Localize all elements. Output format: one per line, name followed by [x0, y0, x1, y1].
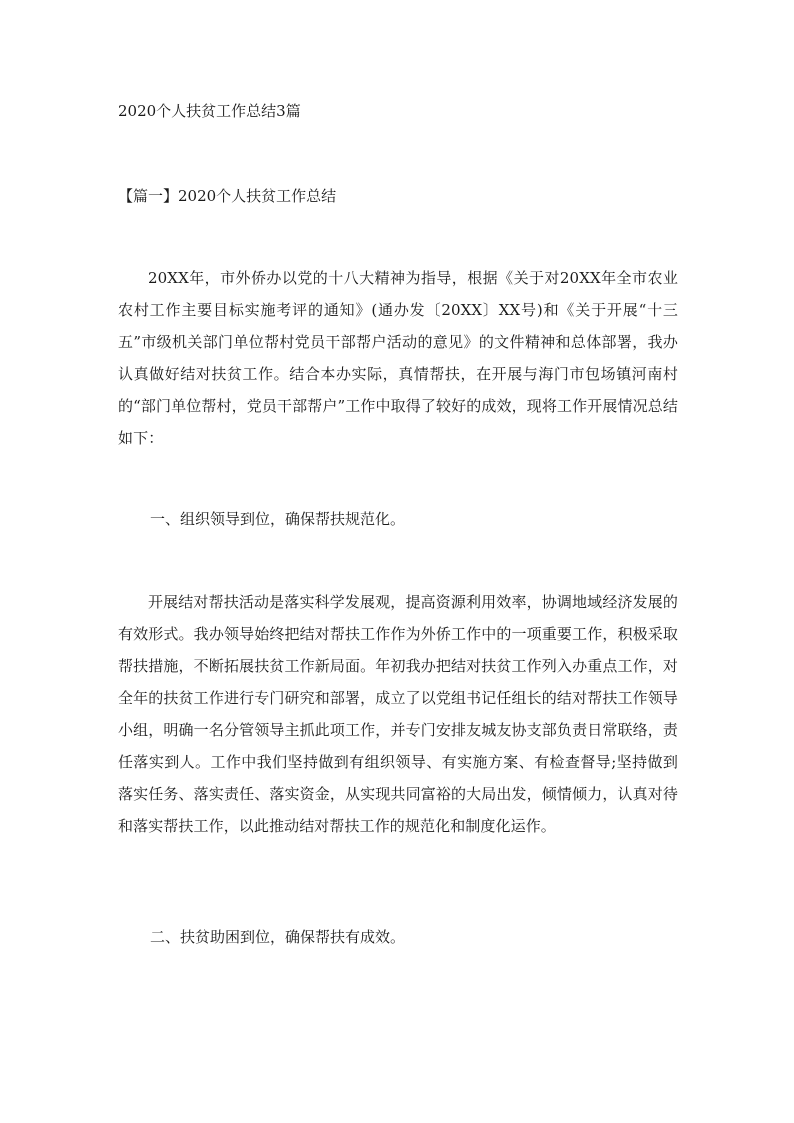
heading-poverty-relief: 二、扶贫助困到位，确保帮扶有成效。: [150, 928, 406, 946]
document-title: 2020个人扶贫工作总结3篇: [118, 102, 301, 120]
heading-organization: 一、组织领导到位，确保帮扶规范化。: [150, 510, 406, 528]
paragraph-intro: 20XX年，市外侨办以党的十八大精神为指导，根据《关于对20XX年全市农业农村工作主要目标实施考评的通知》(通办发〔20XX〕XX号)和《关于开展“十三五”市级机关部门单位帮村党员干部帮户活动的意见》的文件精神和总体部署，我办认真做好结对扶贫工作。结合本办实际，真情帮扶，在开展与海门市包场镇河南村的“部门单位帮村，党员干部帮户”工作中取得了较好的成效，现将工作开展情况总结如下：: [118, 269, 678, 447]
section-title: 【篇一】2020个人扶贫工作总结: [118, 187, 337, 205]
paragraph-organization: 开展结对帮扶活动是落实科学发展观，提高资源利用效率，协调地域经济发展的有效形式。我办领导始终把结对帮扶工作作为外侨工作中的一项重要工作，积极采取帮扶措施，不断拓展扶贫工作新局面。年初我办把结对扶贫工作列入办重点工作，对全年的扶贫工作进行专门研究和部署，成立了以党组书记任组长的结对帮扶工作领导小组，明确一名分管领导主抓此项工作，并专门安排友城友协支部负责日常联络，责任落实到人。工作中我们坚持做到有组织领导、有实施方案、有检查督导;坚持做到落实任务、落实责任、落实资金，从实现共同富裕的大局出发，倾情倾力，认真对待和落实帮扶工作，以此推动结对帮扶工作的规范化和制度化运作。: [118, 593, 678, 835]
